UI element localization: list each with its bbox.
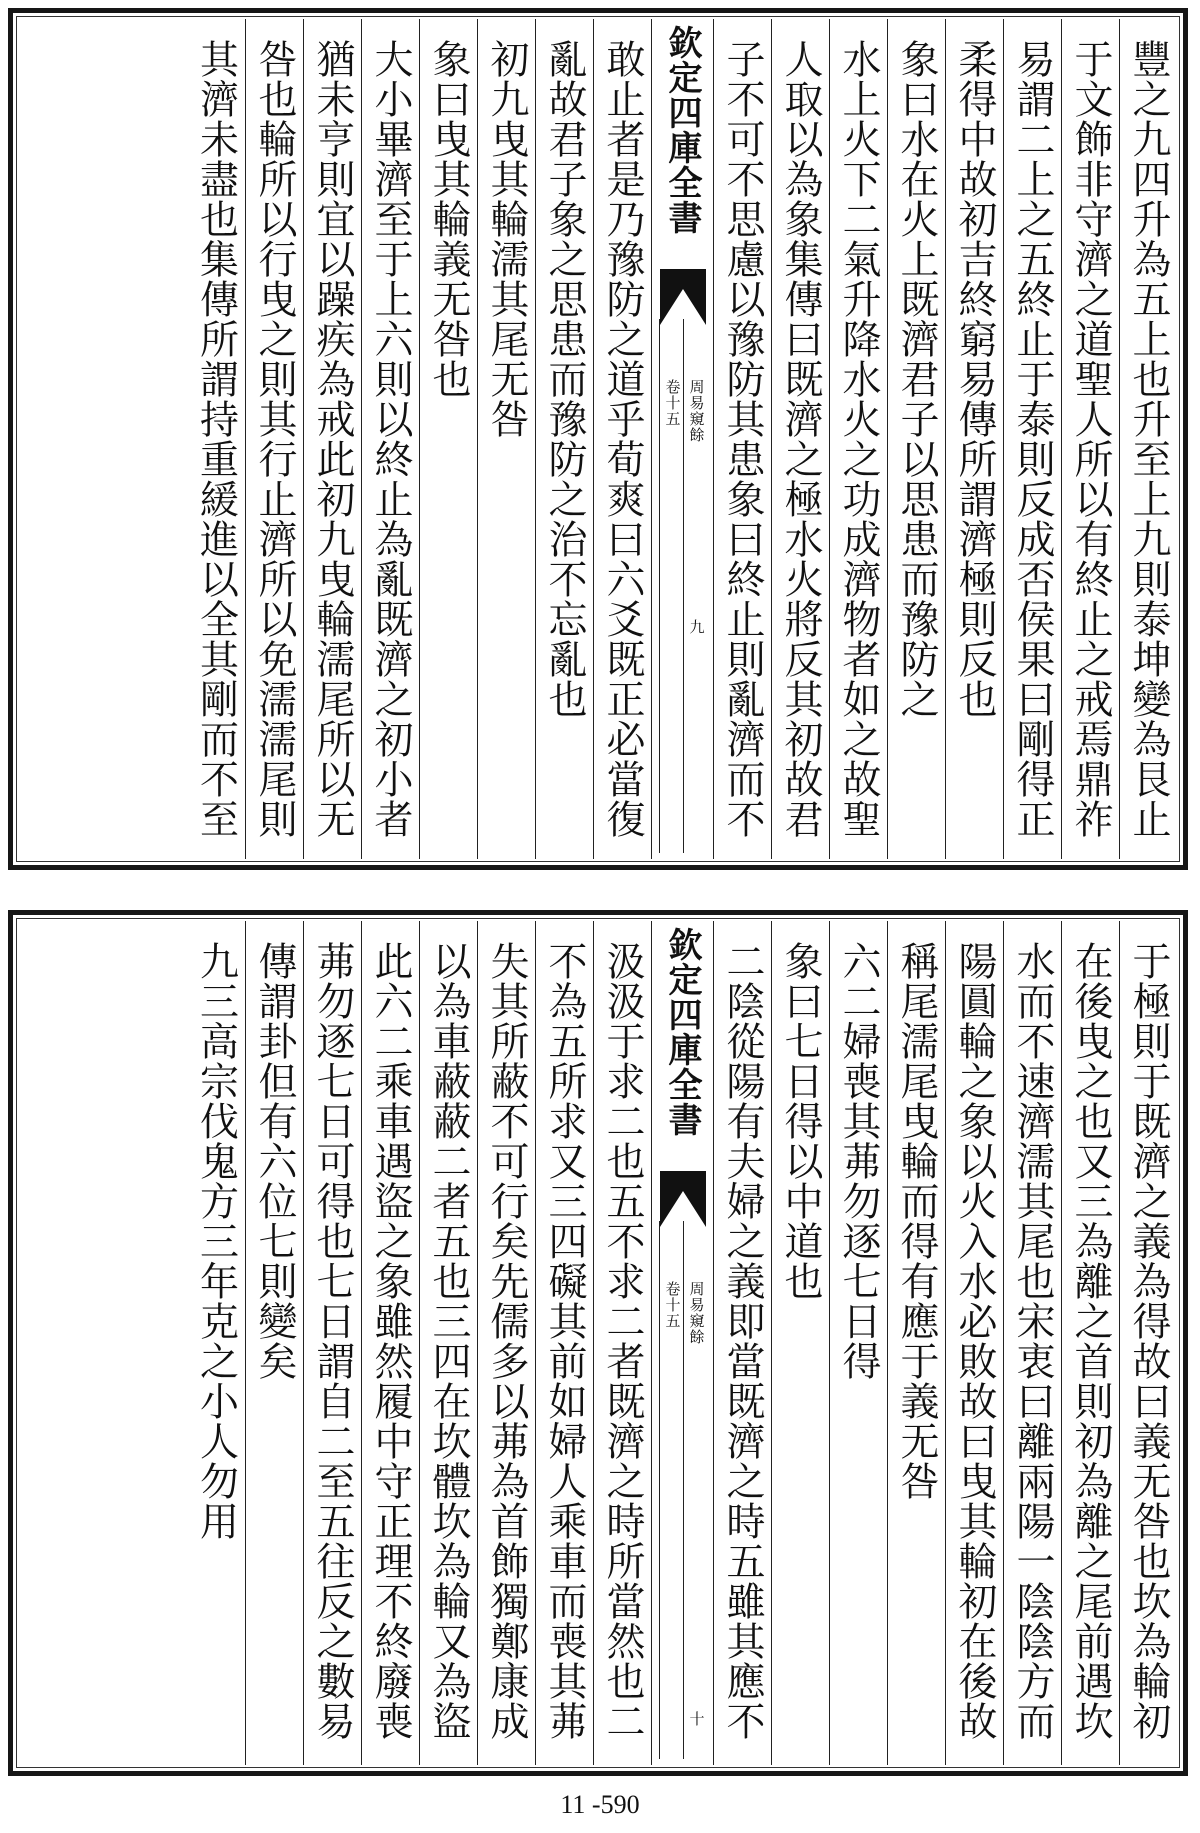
text-column: 柔得中故初吉終窮易傳所謂濟極則反也: [945, 19, 1003, 859]
text-column: 易謂二上之五終止于泰則反成否侯果曰剛得正: [1003, 19, 1061, 859]
gutter-rule: [659, 319, 660, 853]
text-column: 豐之九四升為五上也升至上九則泰坤變為艮止: [1119, 19, 1177, 859]
upper-page-frame: [8, 8, 1188, 870]
lower-page-columns: [19, 921, 1177, 1765]
text-column: 猶未亨則宜以躁疾為戒此初九曳輪濡尾所以无: [303, 19, 361, 859]
text-column: 象曰水在火上既濟君子以思患而豫防之: [887, 19, 945, 859]
text-column: 其濟未盡也集傳所謂持重緩進以全其剛而不至: [193, 39, 239, 839]
upper-page-columns: [19, 19, 1177, 859]
text-column: 汲汲于求二也五不求二者既濟之時所當然也二: [593, 921, 651, 1765]
gutter-rule: [659, 1221, 660, 1759]
text-column: 不為五所求又三四礙其前如婦人乘車而喪其茀: [535, 921, 593, 1765]
text-column: 水上火下二氣升降水火之功成濟物者如之故聖: [829, 19, 887, 859]
gutter-page-number: 十: [687, 1711, 706, 1726]
text-column: 九三高宗伐鬼方三年克之小人勿用: [193, 941, 239, 1541]
text-column: 水而不速濟濡其尾也宋衷曰離兩陽一陰陰方而: [1003, 921, 1061, 1765]
center-gutter: [651, 19, 713, 859]
text-column: 于極則于既濟之義為得故曰義无咎也坎為輪初: [1119, 921, 1177, 1765]
text-column: 在後曳之也又三為離之首則初為離之尾前遇坎: [1061, 921, 1119, 1765]
gutter-volume: 卷十五: [663, 1281, 682, 1329]
gutter-book-name: 周易窺餘: [687, 1281, 706, 1345]
gutter-book-name: 周易窺餘: [687, 379, 706, 443]
text-column: 象曰七日得以中道也: [771, 921, 829, 1765]
gutter-title: 欽定四庫全書: [662, 927, 702, 1137]
text-column: 咎也輪所以行曳之則其行止濟所以免濡濡尾則: [245, 19, 303, 859]
text-column: 子不可不思慮以豫防其患象曰終止則亂濟而不: [713, 19, 771, 859]
fish-tail-mark-icon: [660, 1171, 706, 1227]
gutter-volume: 卷十五: [663, 379, 682, 427]
center-gutter: [651, 921, 713, 1765]
page-number: 11 -590: [560, 1790, 640, 1819]
text-column: 敢止者是乃豫防之道乎荀爽曰六爻既正必當復: [593, 19, 651, 859]
text-column: 以為車蔽蔽二者五也三四在坎體坎為輪又為盜: [419, 921, 477, 1765]
gutter-title: 欽定四庫全書: [662, 25, 702, 235]
fish-tail-mark-icon: [660, 269, 706, 325]
text-column: 陽圓輪之象以火入水必敗故曰曳其輪初在後故: [945, 921, 1003, 1765]
text-column: 茀勿逐七日可得也七日謂自二至五往反之數易: [303, 921, 361, 1765]
text-column: 象曰曳其輪義无咎也: [419, 19, 477, 859]
text-column: 失其所蔽不可行矣先儒多以茀為首飾獨鄭康成: [477, 921, 535, 1765]
lower-page-frame: [8, 910, 1188, 1776]
text-column: 此六二乘車遇盜之象雖然履中守正理不終廢喪: [361, 921, 419, 1765]
text-column: 大小畢濟至于上六則以終止為亂既濟之初小者: [361, 19, 419, 859]
text-column: 二陰從陽有夫婦之義即當既濟之時五雖其應不: [713, 921, 771, 1765]
gutter-page-number: 九: [687, 619, 706, 634]
text-column: 稱尾濡尾曳輪而得有應于義无咎: [887, 921, 945, 1765]
text-column: 于文飾非守濟之道聖人所以有終止之戒焉鼎祚: [1061, 19, 1119, 859]
text-column: 初九曳其輪濡其尾无咎: [477, 19, 535, 859]
text-column: 亂故君子象之思患而豫防之治不忘亂也: [535, 19, 593, 859]
text-column: 六二婦喪其茀勿逐七日得: [829, 921, 887, 1765]
text-column: 人取以為象集傳曰既濟之極水火將反其初故君: [771, 19, 829, 859]
text-column: 傳謂卦但有六位七則變矣: [245, 921, 303, 1765]
